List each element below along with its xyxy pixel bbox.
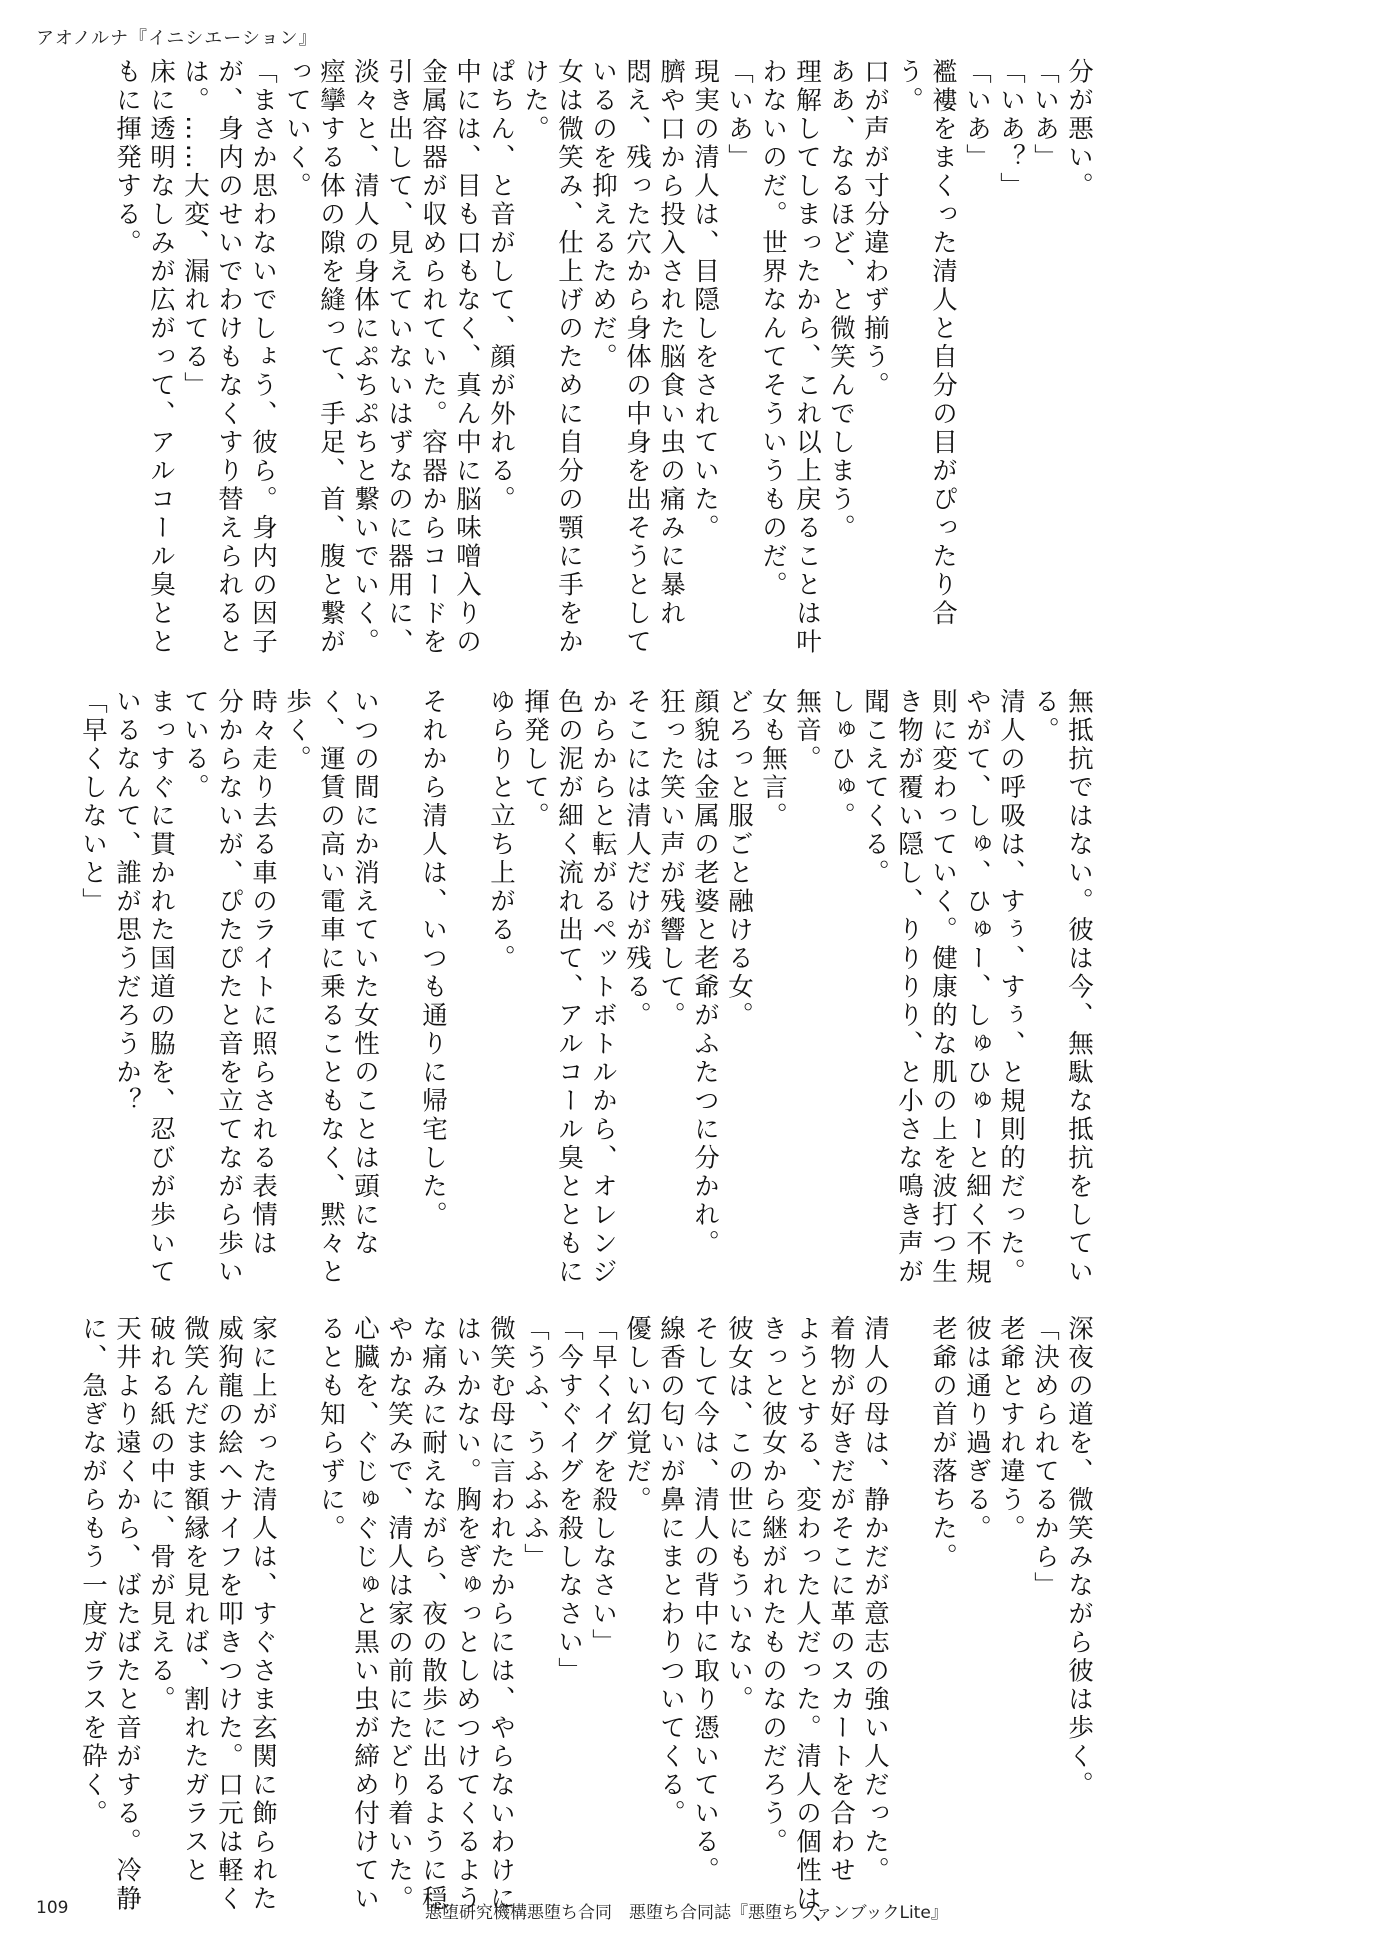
text-line: き物が覆い隠し、りりりり、と小さな鳴き声が [894, 688, 924, 1287]
text-line: 微笑む母に言われたからには、やらないわけに [486, 1315, 516, 1914]
publication-footer: 悪堕研究機構悪堕ち合同 悪堕ち合同誌『悪堕ちファンブックLite』 [425, 1903, 948, 1923]
text-line: まっすぐに貫かれた国道の脇を、忍びが歩いて [146, 688, 176, 1287]
text-line [382, 688, 416, 1303]
text-line: 襤褸をまくった清人と自分の目がぴったり合 [928, 58, 958, 628]
text-line: 女は微笑み、仕上げのために自分の顎に手をか [554, 58, 584, 657]
text-line: 悶え、残った穴から身体の中身を出そうとして [622, 58, 652, 657]
text-line: 「早くイグを殺しなさい」 [588, 1315, 618, 1657]
text-line: ああ、なるほど、と微笑んでしまう。 [826, 58, 856, 543]
text-line: っていく。 [282, 58, 312, 201]
text-line: 女も無言。 [758, 688, 788, 831]
text-line: いつの間にか消えていた女性のことは頭にな [350, 688, 380, 1258]
text-line: 「まさか思わないでしょう、彼ら。身内の因子 [248, 58, 278, 657]
text-line: 彼女は、この世にもういない。 [724, 1315, 754, 1714]
text-line: 心臓を、ぐじゅぐじゅと黒い虫が締め付けてい [350, 1315, 380, 1914]
text-line: 「今すぐイグを殺しなさい」 [554, 1315, 584, 1686]
text-line: 理解してしまったから、これ以上戻ることは叶 [792, 58, 822, 657]
text-line: 着物が好きだがそこに革のスカートを合わせ [826, 1315, 856, 1885]
text-line: どろっと服ごと融ける女。 [724, 688, 754, 1030]
text-line: そこには清人だけが残る。 [622, 688, 652, 1030]
text-line: 清人の母は、静かだが意志の強い人だった。 [860, 1315, 890, 1885]
text-line: ている。 [180, 688, 210, 802]
text-line: 「いあ」 [962, 58, 992, 172]
running-head: アオノルナ『イニシエーション』 [36, 28, 318, 49]
text-line: からからと転がるペットボトルから、オレンジ [588, 688, 618, 1287]
text-line: に、急ぎながらもう一度ガラスを砕く。 [78, 1315, 108, 1828]
text-line: 時々走り去る車のライトに照らされる表情は [248, 688, 278, 1258]
text-line: 無抵抗ではない。彼は今、無駄な抵抗をしてい [1064, 688, 1094, 1287]
text-line: 聞こえてくる。 [860, 688, 890, 888]
text-line: 老爺の首が落ちた。 [928, 1315, 958, 1572]
text-line: きっと彼女から継がれたものなのだろう。 [758, 1315, 788, 1857]
text-line: 顔貌は金属の老婆と老爺がふたつに分かれ。 [690, 688, 720, 1258]
text-line: もに揮発する。 [112, 58, 142, 258]
text-line: いるなんて、誰が思うだろうか？ [112, 688, 142, 1116]
text-line: けた。 [520, 58, 550, 144]
text-line: はいかない。胸をぎゅっとしめつけてくるよう [452, 1315, 482, 1914]
text-line: 深夜の道を、微笑みながら彼は歩く。 [1064, 1315, 1094, 1800]
text-line: 狂った笑い声が残響して。 [656, 688, 686, 1030]
text-line: 中には、目も口もなく、真ん中に脳味噌入りの [452, 58, 482, 657]
text-line: 分からないが、ぴたぴたと音を立てながら歩い [214, 688, 244, 1287]
text-line: く、運賃の高い電車に乗ることもなく、黙々と [316, 688, 346, 1287]
text-line: 淡々と、清人の身体にぷちぷちと繋いでいく。 [350, 58, 380, 657]
text-tier-middle [76, 688, 1096, 1303]
text-line: 「早くしないと」 [78, 688, 108, 916]
text-line: 臍や口から投入された脳食い虫の痛みに暴れ [656, 58, 686, 628]
text-line: 「決められてるから」 [1030, 1315, 1060, 1600]
text-line: 清人の呼吸は、すぅ、すぅ、と規則的だった。 [996, 688, 1026, 1287]
text-line: は。……大変、漏れてる」 [180, 58, 210, 400]
text-line: やかな笑みで、清人は家の前にたどり着いた。 [384, 1315, 414, 1914]
text-line: 優しい幻覚だ。 [622, 1315, 652, 1515]
text-line: 金属容器が収められていた。容器からコードを [418, 58, 448, 657]
text-line: 「うふ、うふふふ」 [520, 1315, 550, 1572]
text-line: いるのを抑えるためだ。 [588, 58, 618, 372]
text-line: な痛みに耐えながら、夜の散歩に出るように穏 [418, 1315, 448, 1914]
text-line: 引き出して、見えていないはずなのに器用に、 [384, 58, 414, 657]
text-line: るとも知らずに。 [316, 1315, 346, 1543]
text-line: る。 [1030, 688, 1060, 745]
text-line: 彼は通り過ぎる。 [962, 1315, 992, 1543]
text-line: ようとする、変わった人だった。清人の個性は、 [792, 1315, 822, 1942]
text-line: 口が声が寸分違わず揃う。 [860, 58, 890, 400]
text-line [892, 1315, 926, 1885]
text-line: 威狗龍の絵へナイフを叩きつけた。口元は軽く [214, 1315, 244, 1914]
text-line: 「いあ」 [1030, 58, 1060, 172]
text-line: 則に変わっていく。健康的な肌の上を波打つ生 [928, 688, 958, 1287]
text-line: 揮発して。 [520, 688, 550, 831]
text-line: 分が悪い。 [1064, 58, 1094, 201]
text-tier-upper [110, 58, 1096, 678]
text-line: そして今は、清人の背中に取り憑いている。 [690, 1315, 720, 1885]
text-line: ぱちん、と音がして、顔が外れる。 [486, 58, 516, 514]
text-line: ゆらりと立ち上がる。 [486, 688, 516, 973]
text-line: 老爺とすれ違う。 [996, 1315, 1026, 1543]
text-line: 天井より遠くから、ばたばたと音がする。冷静 [112, 1315, 142, 1914]
text-line [280, 1315, 314, 1885]
text-line: 「いあ？」 [996, 58, 1026, 201]
text-line: 無音。 [792, 688, 822, 774]
text-line: う。 [894, 58, 924, 115]
text-line: 歩く。 [282, 688, 312, 774]
text-line [450, 688, 484, 1303]
text-line: それから清人は、いつも通りに帰宅した。 [418, 688, 448, 1230]
text-line: が、身内のせいでわけもなくすり替えられると [214, 58, 244, 657]
text-line: 破れる紙の中に、骨が見える。 [146, 1315, 176, 1714]
text-line: 色の泥が細く流れ出て、アルコール臭とともに [554, 688, 584, 1287]
text-line: 線香の匂いが鼻にまとわりついてくる。 [656, 1315, 686, 1828]
text-line: わないのだ。世界なんてそういうものだ。 [758, 58, 788, 600]
text-line: しゅひゅ。 [826, 688, 856, 831]
text-line: やがて、しゅ、ひゅー、しゅひゅーと細く不規 [962, 688, 992, 1287]
text-line: 床に透明なしみが広がって、アルコール臭とと [146, 58, 176, 657]
page-number: 109 [36, 1898, 69, 1918]
text-line: 痙攣する体の隙を縫って、手足、首、腹と繋が [316, 58, 346, 657]
text-line: 「いあ」 [724, 58, 754, 172]
text-line: 微笑んだまま額縁を見れば、割れたガラスと [180, 1315, 210, 1885]
text-line: 家に上がった清人は、すぐさま玄関に飾られた [248, 1315, 278, 1914]
text-line: 現実の清人は、目隠しをされていた。 [690, 58, 720, 543]
